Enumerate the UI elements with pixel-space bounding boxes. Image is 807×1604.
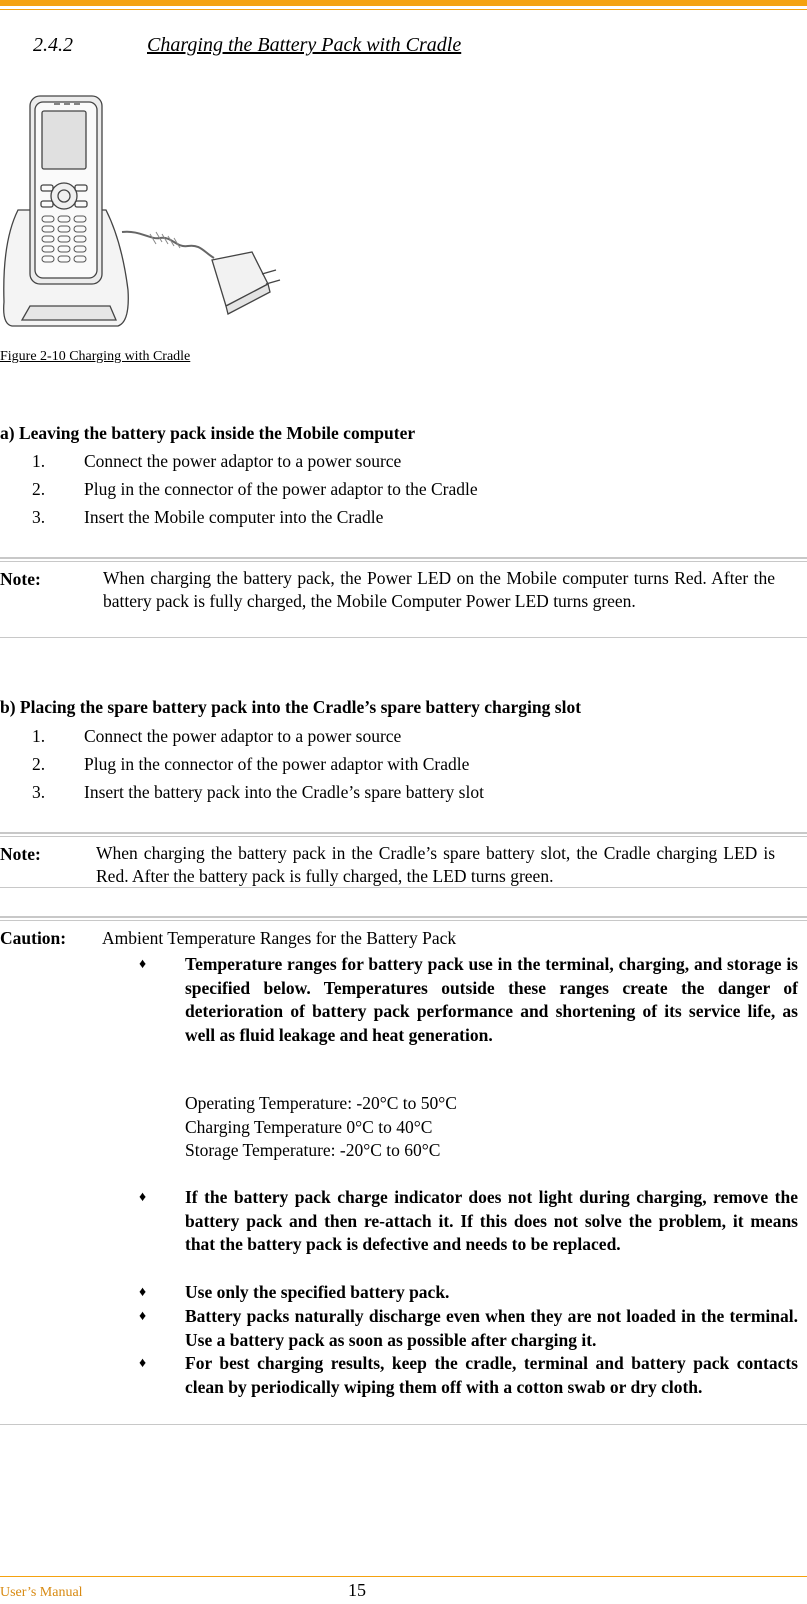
step-number: 1. bbox=[32, 726, 46, 746]
part-a-heading: a) Leaving the battery pack inside the Mobile computer bbox=[0, 423, 416, 443]
step-text: Plug in the connector of the power adaptor with Cradle bbox=[84, 754, 470, 774]
header-rule-thin bbox=[0, 9, 807, 10]
list-item: Storage Temperature: -20°C to 60°C bbox=[185, 1140, 441, 1160]
page-number: 15 bbox=[348, 1580, 366, 1600]
step-number: 3. bbox=[32, 507, 46, 527]
caution-bottom-rule bbox=[0, 1424, 807, 1425]
power-cable bbox=[122, 232, 214, 258]
step-number: 2. bbox=[32, 754, 46, 774]
part-b-heading: b) Placing the spare battery pack into the Cradle’s spare battery charging slot bbox=[0, 697, 582, 717]
caution-title: Ambient Temperature Ranges for the Battery Pack bbox=[102, 928, 457, 948]
note-b-top-rule bbox=[0, 832, 807, 837]
note-a-text: When charging the battery pack, the Power LED on the Mobile computer turns Red. After the battery pack is fully charged, the Mobile Computer Power LED turns green. bbox=[103, 568, 775, 611]
caution-label: Caution: bbox=[0, 928, 67, 948]
step-number: 3. bbox=[32, 782, 46, 802]
bullet-icon: ♦ bbox=[139, 957, 147, 972]
section-number: 2.4.2 bbox=[33, 34, 73, 56]
caution-bullet: Battery packs naturally discharge even when they are not loaded in the terminal. Use a battery pack as soon as possible after charging it. bbox=[185, 1306, 798, 1350]
note-a-bottom-rule bbox=[0, 637, 807, 638]
step-text: Insert the battery pack into the Cradle’s spare battery slot bbox=[84, 782, 484, 802]
bullet-icon: ♦ bbox=[139, 1309, 147, 1324]
header-rule bbox=[0, 0, 807, 6]
step-text: Connect the power adaptor to a power source bbox=[84, 726, 402, 746]
step-text: Connect the power adaptor to a power source bbox=[84, 451, 402, 471]
bullet-icon: ♦ bbox=[139, 1190, 147, 1205]
caution-bullet: For best charging results, keep the cradle, terminal and battery pack contacts clean by periodically wiping them off with a cotton swab or dry cloth. bbox=[185, 1353, 798, 1397]
bullet-icon: ♦ bbox=[139, 1285, 147, 1300]
note-a-label: Note: bbox=[0, 569, 41, 589]
caution-bullet: Use only the specified battery pack. bbox=[185, 1282, 450, 1302]
cradle-illustration bbox=[0, 92, 290, 332]
caution-top-rule bbox=[0, 916, 807, 921]
step-number: 1. bbox=[32, 451, 46, 471]
step-text: Insert the Mobile computer into the Cradle bbox=[84, 507, 384, 527]
device-screen bbox=[42, 111, 86, 169]
footer-label: User’s Manual bbox=[0, 1585, 83, 1600]
power-adaptor bbox=[212, 252, 280, 314]
section-heading bbox=[33, 34, 461, 57]
footer-rule bbox=[0, 1576, 807, 1577]
list-item: Charging Temperature 0°C to 40°C bbox=[185, 1116, 433, 1137]
note-b-text: When charging the battery pack in the Cradle’s spare battery slot, the Cradle charging LED is Red. After the battery pack is fully charged, the LED turns green. bbox=[96, 843, 775, 886]
caution-bullet: If the battery pack charge indicator does not light during charging, remove the battery pack and then re-attach it. If this does not solve the problem, it means that the battery pack is defective and needs to be replaced. bbox=[185, 1187, 798, 1254]
note-a-top-rule bbox=[0, 557, 807, 562]
note-b-label: Note: bbox=[0, 844, 41, 864]
note-b-bottom-rule bbox=[0, 887, 807, 888]
figure-caption: Figure 2-10 Charging with Cradle bbox=[0, 349, 191, 364]
list-item: Operating Temperature: -20°C to 50°C bbox=[185, 1093, 457, 1113]
section-title: Charging the Battery Pack with Cradle bbox=[147, 34, 462, 56]
step-number: 2. bbox=[32, 479, 46, 499]
temperature-list bbox=[185, 1092, 457, 1163]
step-text: Plug in the connector of the power adaptor to the Cradle bbox=[84, 479, 478, 499]
bullet-icon: ♦ bbox=[139, 1356, 147, 1371]
caution-bullet: Temperature ranges for battery pack use in the terminal, charging, and storage is specified below. Temperatures outside these ranges create the danger of deterioration of battery pack performance and shortening of its service life, as well as fluid leakage and heat generation. bbox=[185, 954, 798, 1045]
